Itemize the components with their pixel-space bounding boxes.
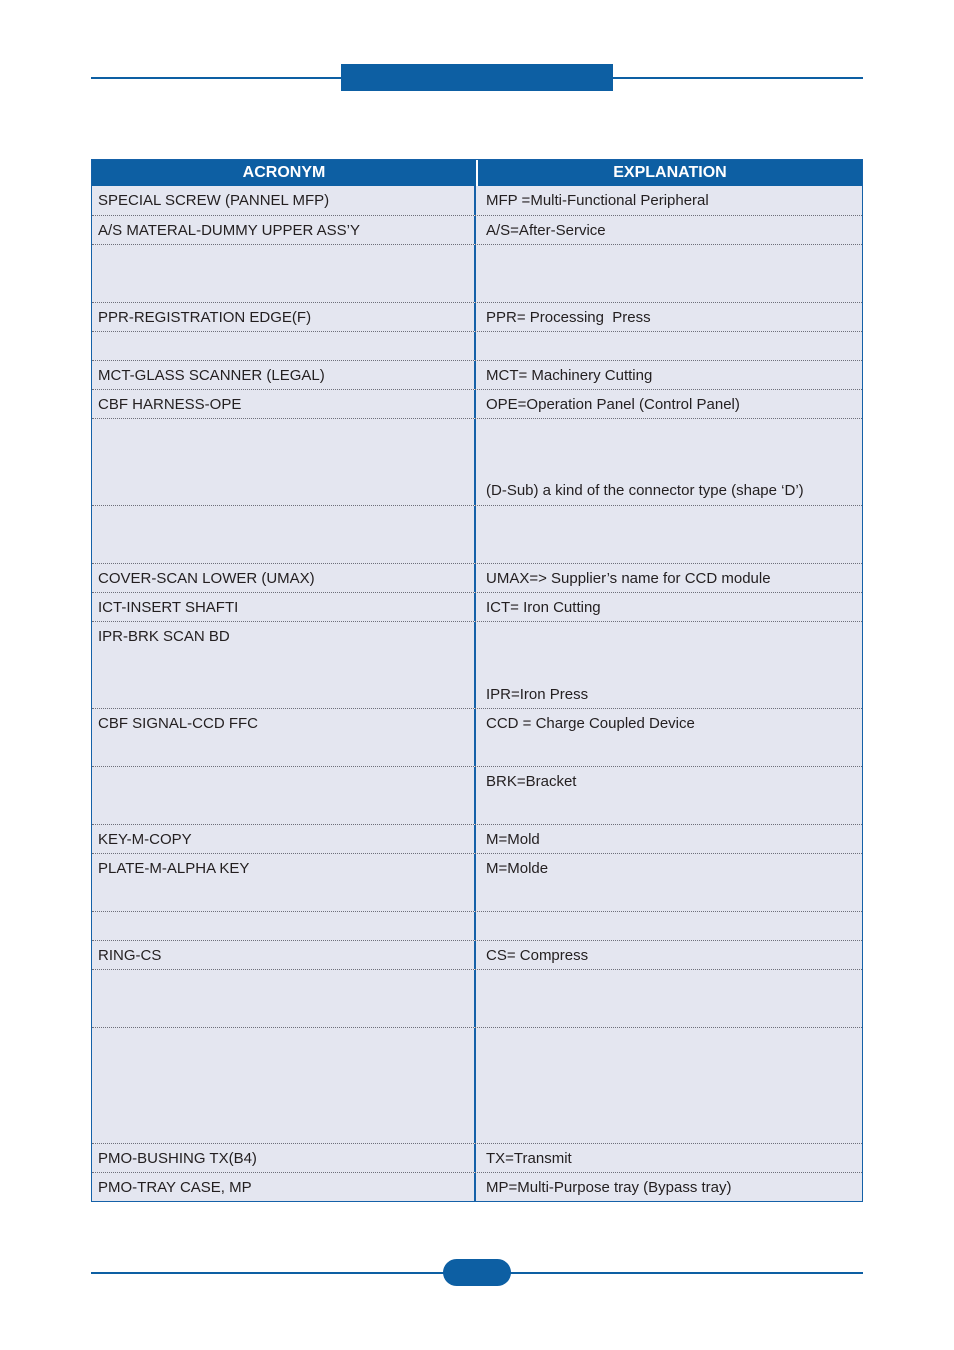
explanation-cell bbox=[476, 332, 862, 360]
explanation-cell: TX=Transmit bbox=[486, 1150, 572, 1167]
explanation-cell: PPR= Processing Press bbox=[486, 309, 651, 326]
table-row bbox=[92, 506, 862, 564]
explanation-cell: OPE=Operation Panel (Control Panel) bbox=[486, 396, 740, 413]
acronym-cell: A/S MATERAL-DUMMY UPPER ASS’Y bbox=[92, 216, 476, 244]
explanation-cell bbox=[476, 767, 862, 824]
table-row bbox=[92, 332, 862, 361]
page-number-pill bbox=[443, 1259, 511, 1286]
table-row bbox=[92, 825, 862, 854]
acronym-cell: PMO-BUSHING TX(B4) bbox=[92, 1144, 476, 1172]
table-row bbox=[92, 1144, 862, 1173]
acronym-cell: KEY-M-COPY bbox=[92, 825, 476, 853]
table-row bbox=[92, 593, 862, 622]
acronym-cell bbox=[92, 332, 476, 360]
table-row bbox=[92, 419, 862, 506]
explanation-cell: MFP =Multi-Functional Peripheral bbox=[486, 192, 709, 209]
explanation-cell: CS= Compress bbox=[486, 947, 589, 964]
acronym-cell bbox=[92, 1028, 476, 1143]
table-row bbox=[92, 303, 862, 332]
table-row bbox=[92, 186, 862, 216]
acronym-cell: CBF SIGNAL-CCD FFC bbox=[92, 709, 476, 766]
acronym-cell: MCT-GLASS SCANNER (LEGAL) bbox=[92, 361, 476, 389]
acronym-cell bbox=[92, 767, 476, 824]
explanation-cell: M=Mold bbox=[486, 831, 540, 848]
explanation-cell bbox=[476, 506, 862, 563]
table-row bbox=[92, 970, 862, 1028]
acronym-cell bbox=[92, 506, 476, 563]
explanation-cell: MCT= Machinery Cutting bbox=[486, 367, 653, 384]
explanation-line: IPR=Iron Press bbox=[486, 686, 589, 703]
explanation-cell: (D-Sub) a kind of the connector type (shape ‘D’) bbox=[486, 482, 804, 499]
explanation-cell: M=Molde bbox=[486, 860, 549, 877]
explanation-cell: MP=Multi-Purpose tray (Bypass tray) bbox=[486, 1179, 732, 1196]
table-row bbox=[92, 854, 862, 912]
header-tab bbox=[341, 64, 613, 91]
table-row bbox=[92, 912, 862, 941]
acronym-cell: CBF HARNESS-OPE bbox=[92, 390, 476, 418]
acronym-cell bbox=[92, 245, 476, 302]
acronym-cell bbox=[92, 912, 476, 940]
explanation-cell: UMAX=> Supplier’s name for CCD module bbox=[486, 570, 771, 587]
explanation-cell bbox=[476, 970, 862, 1027]
explanation-line: BRK=Bracket bbox=[486, 773, 577, 790]
table-row bbox=[92, 361, 862, 390]
table-row bbox=[92, 767, 862, 825]
table-row bbox=[92, 245, 862, 303]
explanation-cell bbox=[476, 912, 862, 940]
explanation-cell bbox=[476, 245, 862, 302]
explanation-cell: A/S=After-Service bbox=[486, 222, 606, 239]
acronym-cell: SPECIAL SCREW (PANNEL MFP) bbox=[92, 186, 476, 215]
acronym-table bbox=[91, 159, 863, 1202]
table-row bbox=[92, 1173, 862, 1201]
table-row bbox=[92, 709, 862, 767]
acronym-cell: COVER-SCAN LOWER (UMAX) bbox=[92, 564, 476, 592]
table-row bbox=[92, 564, 862, 593]
table-row bbox=[92, 390, 862, 419]
acronym-cell: PPR-REGISTRATION EDGE(F) bbox=[92, 303, 476, 331]
table-row bbox=[92, 1028, 862, 1144]
acronym-cell: RING-CS bbox=[92, 941, 476, 969]
acronym-cell bbox=[92, 419, 476, 505]
explanation-cell bbox=[476, 1028, 862, 1143]
acronym-cell: PMO-TRAY CASE, MP bbox=[92, 1173, 476, 1201]
header-acronym: ACRONYM bbox=[92, 160, 478, 186]
acronym-cell: IPR-BRK SCAN BD bbox=[92, 622, 476, 708]
explanation-cell: CCD = Charge Coupled Device bbox=[486, 715, 695, 732]
acronym-cell: PLATE-M-ALPHA KEY bbox=[92, 854, 476, 911]
acronym-cell: ICT-INSERT SHAFTI bbox=[92, 593, 476, 621]
table-row bbox=[92, 216, 862, 245]
explanation-cell: ICT= Iron Cutting bbox=[486, 599, 601, 616]
header-explanation: EXPLANATION bbox=[613, 164, 727, 181]
table-header bbox=[92, 160, 862, 186]
table-row bbox=[92, 941, 862, 970]
acronym-cell bbox=[92, 970, 476, 1027]
